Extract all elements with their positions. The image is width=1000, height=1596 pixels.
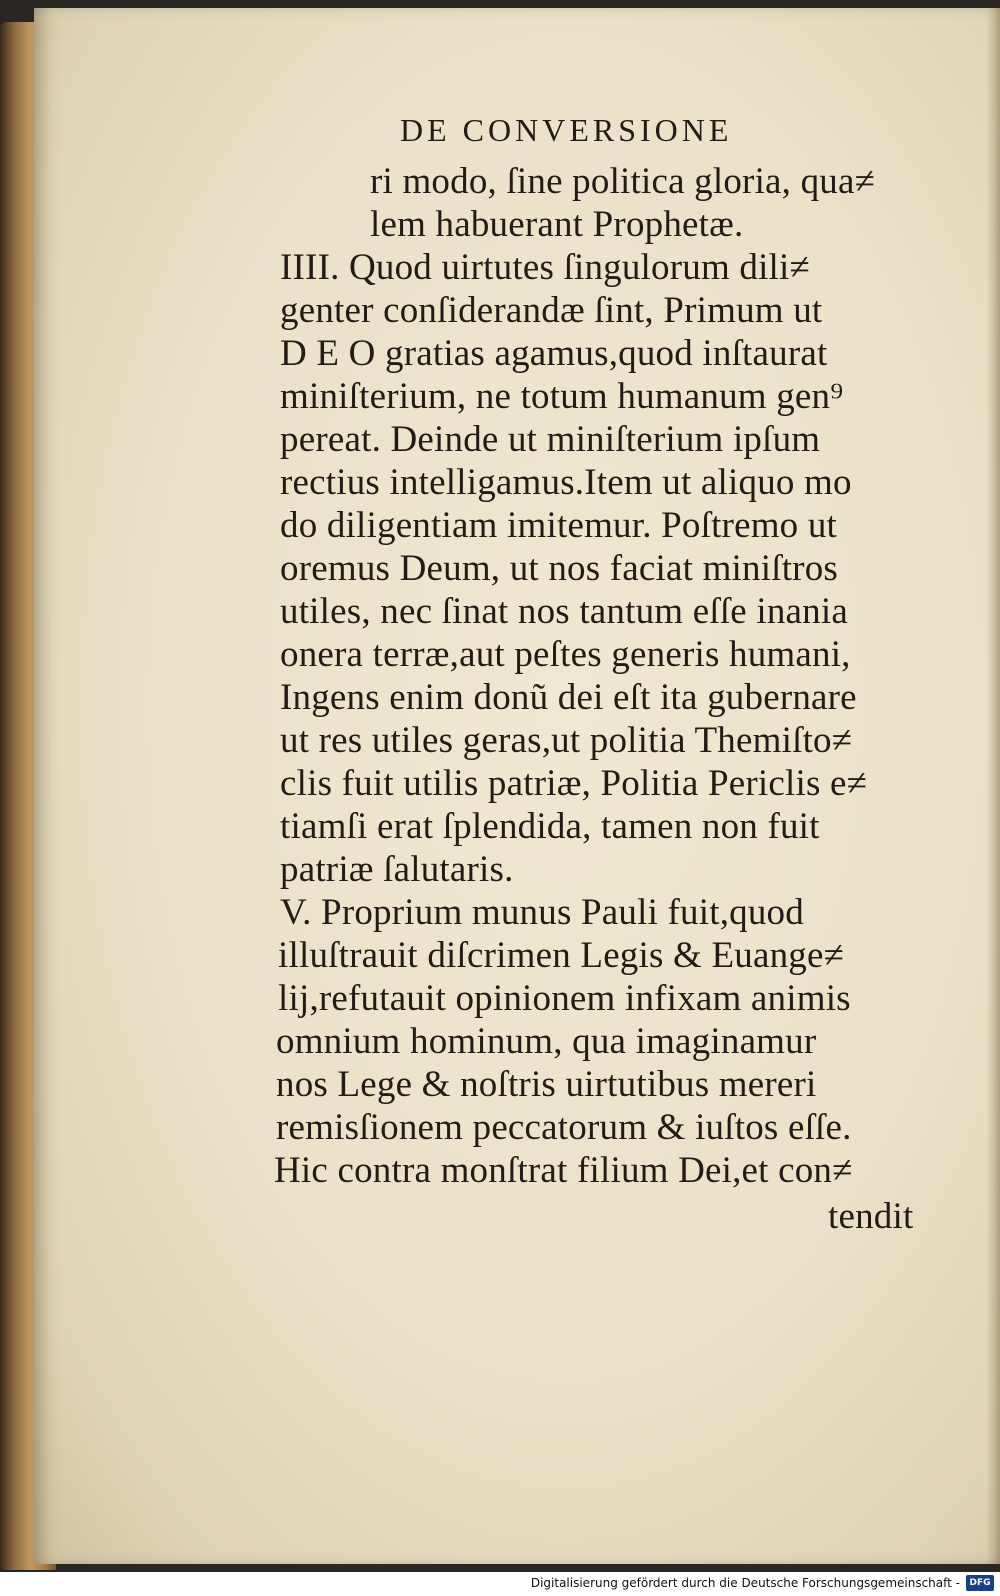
text-line: remisſionem peccatorum & iuſtos eſſe.: [276, 1107, 852, 1148]
text-line: lij,refutauit opinionem infixam animis: [278, 978, 851, 1019]
text-line: IIII. Quod uirtutes ſingulorum dili≠: [280, 247, 811, 288]
text-line: nos Lege & noſtris uirtutibus mereri: [276, 1064, 817, 1105]
text-line: onera terræ,aut peſtes generis humani,: [280, 634, 851, 675]
text-line: lem habuerant Prophetæ.: [370, 204, 744, 245]
text-line: patriæ ſalutaris.: [280, 849, 514, 890]
text-line: oremus Deum, ut nos faciat miniſtros: [280, 548, 838, 589]
text-line: Hic contra monſtrat filium Dei,et con≠: [274, 1150, 853, 1191]
catchword: tendit: [828, 1196, 914, 1237]
funding-credit: Digitalisierung gefördert durch die Deutsche Forschungsgemeinschaft -: [530, 1576, 960, 1590]
text-line: omnium hominum, qua imaginamur: [276, 1021, 817, 1062]
text-line: miniſterium, ne totum humanum gen⁹: [280, 376, 844, 417]
text-line: rectius intelligamus.Item ut aliquo mo: [280, 462, 852, 503]
text-line: genter conſiderandæ ſint, Primum ut: [280, 290, 823, 331]
text-line: Ingens enim donũ dei eſt ita gubernare: [280, 677, 857, 718]
text-line: illuſtrauit diſcrimen Legis & Euange≠: [278, 935, 845, 976]
text-line: pereat. Deinde ut miniſterium ipſum: [280, 419, 821, 460]
text-line: ri modo, ſine politica gloria, qua≠: [370, 161, 876, 202]
text-line: tiamſi erat ſplendida, tamen non fuit: [280, 806, 820, 847]
text-line: D E O gratias agamus,quod inſtaurat: [280, 333, 828, 374]
text-line: V. Proprium munus Pauli fuit,quod: [280, 892, 804, 933]
text-line: utiles, nec ſinat nos tantum eſſe inania: [280, 591, 848, 632]
digitization-footer: [0, 1572, 1000, 1596]
running-head: DE CONVERSIONE: [400, 112, 733, 148]
dfg-logo: DFG: [966, 1575, 994, 1591]
text-line: ut res utiles geras,ut politia Themiſto≠: [280, 720, 853, 761]
text-line: clis fuit utilis patriæ, Politia Periclis e≠: [280, 763, 868, 804]
page-edge-shadow: [986, 8, 1000, 1564]
text-line: do diligentiam imitemur. Poſtremo ut: [280, 505, 838, 546]
